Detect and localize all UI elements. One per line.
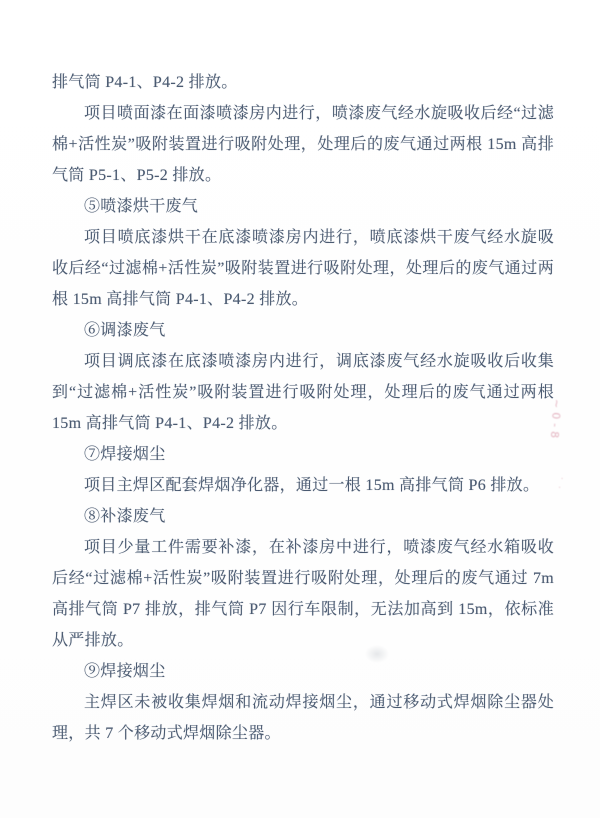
- margin-handwriting-mark: ·.: [556, 477, 566, 495]
- paragraph-heading-8: ⑧补漆废气: [84, 508, 166, 525]
- paragraph-heading-7: ⑦焊接烟尘: [84, 446, 166, 463]
- paragraph-body: 主焊区未被收集焊烟和流动焊接烟尘，通过移动式焊烟除尘器处理，共 7 个移动式焊烟除尘器。: [52, 694, 554, 742]
- text-block: [52, 67, 554, 749]
- scan-smudge: [365, 645, 389, 663]
- paragraph-body: 项目主焊区配套焊烟净化器，通过一根 15m 高排气筒 P6 排放。: [84, 477, 540, 494]
- paragraph-heading-5: ⑤喷漆烘干废气: [84, 198, 199, 215]
- margin-handwriting-mark: ~0-8: [547, 398, 564, 443]
- paragraph-body: 项目少量工件需要补漆，在补漆房中进行，喷漆废气经水箱吸收后经“过滤棉+活性炭”吸附装置进行吸附处理，处理后的废气通过 7m 高排气筒 P7 排放，排气筒 P7 因行车限制，无法加高到 15m，依标准从严排放。: [52, 539, 554, 649]
- paragraph-continuation: 排气筒 P4-1、P4-2 排放。: [52, 74, 238, 91]
- paragraph-heading-9: ⑨焊接烟尘: [84, 663, 166, 680]
- paragraph-body: 项目喷面漆在面漆喷漆房内进行，喷漆废气经水旋吸收后经“过滤棉+活性炭”吸附装置进行吸附处理，处理后的废气通过两根 15m 高排气筒 P5-1、P5-2 排放。: [52, 105, 554, 184]
- paragraph-body: 项目喷底漆烘干在底漆喷漆房内进行，喷底漆烘干废气经水旋吸收后经“过滤棉+活性炭”吸附装置进行吸附处理，处理后的废气通过两根 15m 高排气筒 P4-1、P4-2 排放。: [52, 229, 554, 308]
- paragraph-body: 项目调底漆在底漆喷漆房内进行，调底漆废气经水旋吸收后收集到“过滤棉+活性炭”吸附装置进行吸附处理，处理后的废气通过两根 15m 高排气筒 P4-1、P4-2 排放。: [52, 353, 554, 432]
- paragraph-heading-6: ⑥调漆废气: [84, 322, 166, 339]
